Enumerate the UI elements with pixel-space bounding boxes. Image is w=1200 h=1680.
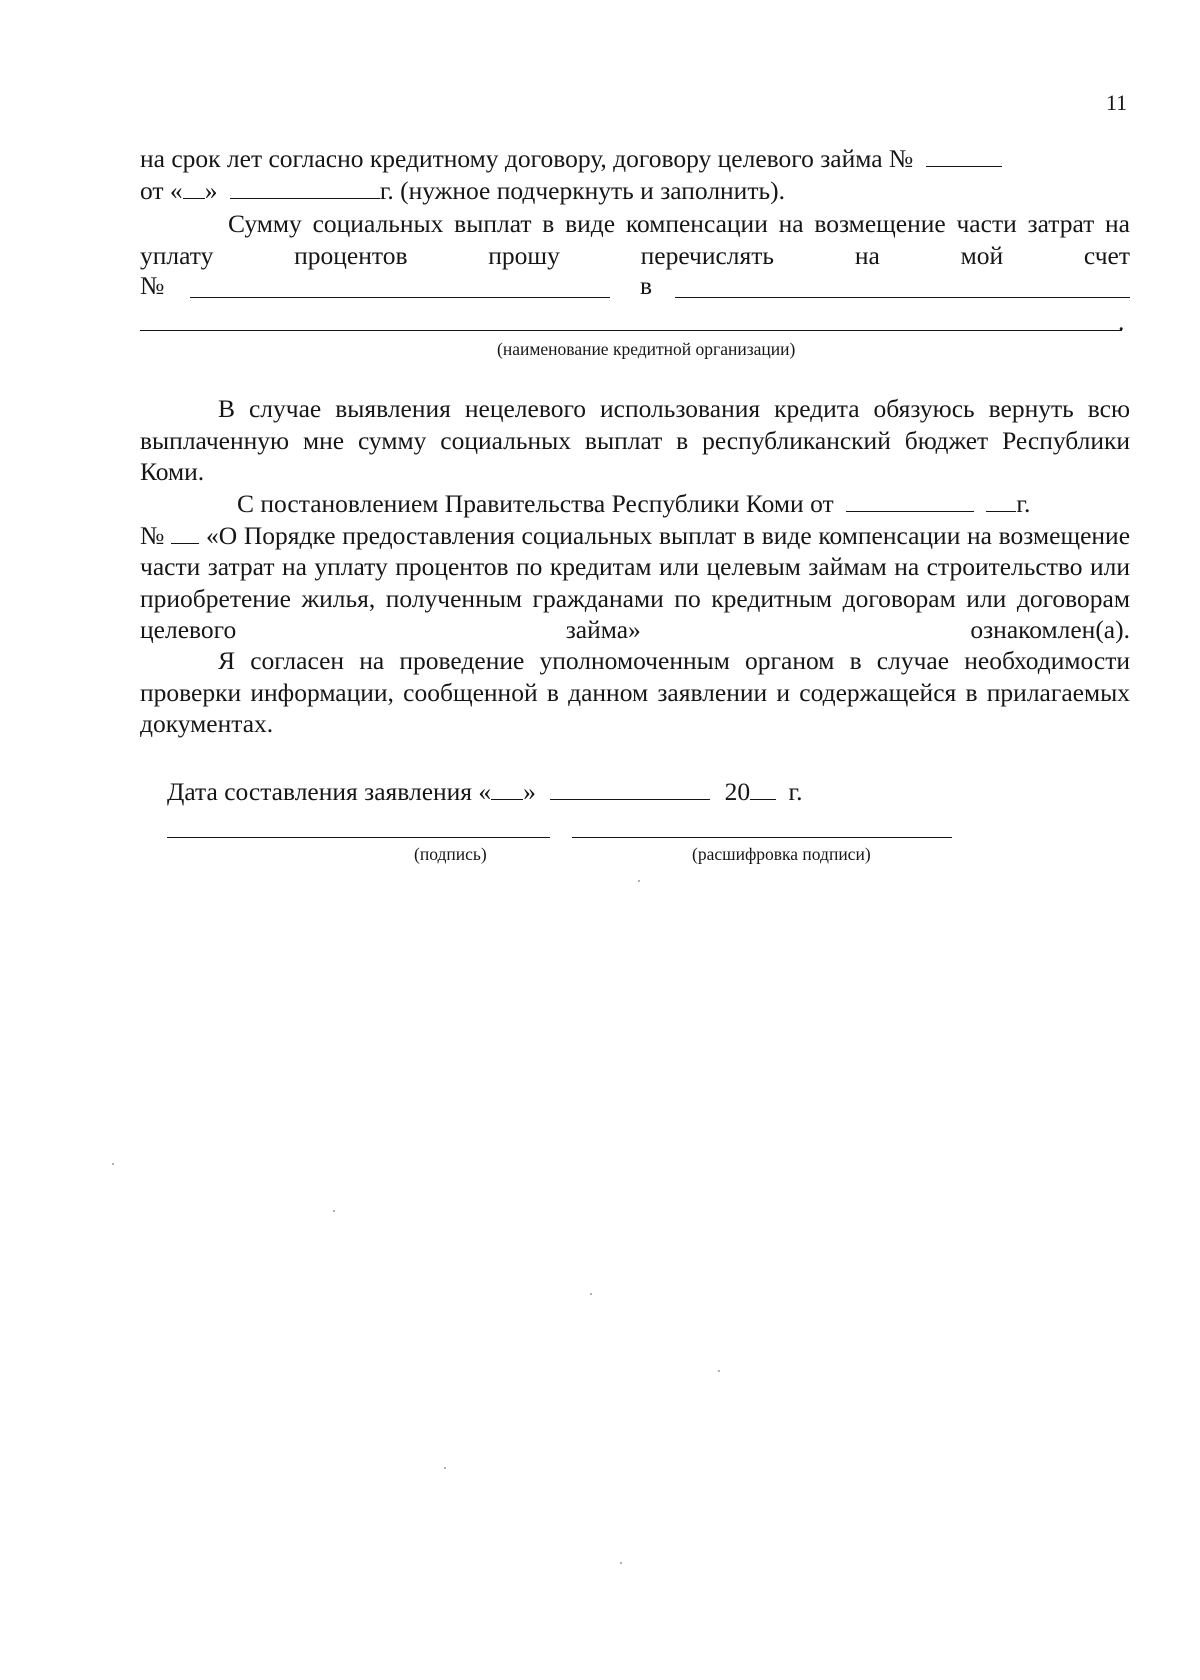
scan-speck bbox=[620, 1562, 622, 1564]
bank-name-blank-2 bbox=[140, 330, 1122, 331]
loan-term-line-2-suffix: г. (нужное подчеркнуть и заполнить). bbox=[379, 175, 785, 205]
loan-contract-number-blank bbox=[926, 143, 1002, 167]
application-day-blank bbox=[491, 776, 523, 800]
bank-caption: (наименование кредитной организации) bbox=[497, 339, 796, 359]
application-year-prefix: 20 bbox=[724, 777, 751, 806]
scan-speck bbox=[638, 880, 640, 882]
date-close-quote: » bbox=[204, 175, 218, 205]
scan-speck bbox=[718, 1370, 720, 1372]
application-year-blank bbox=[750, 776, 776, 800]
loan-day-blank bbox=[183, 175, 205, 199]
application-date-close-quote: » bbox=[523, 777, 536, 806]
application-date-label: Дата составления заявления « bbox=[167, 777, 492, 806]
application-date-line bbox=[167, 776, 1067, 808]
consent-paragraph: Я согласен на проведение уполномоченным органом в случае необходимости проверки информации, сообщенной в данном заявлении и содержащейся в прилагаемых документах. bbox=[140, 646, 1130, 738]
signature-decoding-caption: (расшифровка подписи) bbox=[692, 844, 871, 864]
acknowledgement-line-1 bbox=[140, 488, 1130, 520]
decree-year-blank bbox=[986, 488, 1016, 512]
loan-term-paragraph bbox=[140, 143, 1130, 206]
payment-paragraph: Сумму социальных выплат в виде компенсации на возмещение части затрат на уплату процентов прошу перечислять на мой счет bbox=[140, 209, 1130, 270]
bank-name-blank-1 bbox=[675, 297, 1130, 298]
decree-date-blank bbox=[846, 488, 974, 512]
scan-speck bbox=[444, 1467, 446, 1469]
scan-speck bbox=[333, 1210, 335, 1212]
date-open-quote: от « bbox=[140, 175, 183, 205]
acknowledgement-rest-text: «О Порядке предоставления социальных выплат в виде компенсации на возмещение части затрат на уплату процентов по кредитам или целевым займам на строительство или приобретение жилья, полученным гражданами по кредитным договорам или договорам целевого займа» ознакомлен(а). bbox=[140, 520, 1131, 644]
signature-caption: (подпись) bbox=[414, 844, 487, 864]
account-number-blank bbox=[190, 297, 610, 298]
acknowledgement-paragraph bbox=[140, 488, 1130, 646]
acknowledgement-line-1-text: С постановлением Правительства Республики Коми от bbox=[237, 489, 834, 518]
loan-term-text: на срок лет согласно кредитному договору, договору целевого займа № bbox=[140, 144, 914, 173]
account-number-label: № bbox=[140, 271, 165, 300]
decree-number-blank bbox=[171, 520, 199, 544]
decree-year-suffix: г. bbox=[1016, 489, 1031, 518]
loan-month-blank bbox=[230, 175, 380, 199]
scan-speck bbox=[112, 1163, 114, 1165]
page-number: 11 bbox=[1106, 90, 1128, 115]
loan-term-line-2 bbox=[140, 175, 1130, 207]
loan-term-line-1 bbox=[140, 143, 1130, 175]
signature-blank bbox=[167, 837, 550, 838]
obligation-paragraph: В случае выявления нецелевого использования кредита обязуюсь вернуть всю выплаченную мне сумму социальных выплат в республиканский бюджет Республики Коми. bbox=[140, 394, 1130, 486]
application-month-blank bbox=[550, 776, 710, 800]
scan-speck bbox=[590, 1293, 592, 1295]
bank-line-end-mark: . bbox=[1118, 307, 1125, 336]
decree-number-label: № bbox=[140, 520, 165, 550]
signature-decoding-blank bbox=[572, 837, 952, 838]
acknowledgement-body bbox=[140, 520, 1130, 646]
application-year-suffix: г. bbox=[788, 777, 803, 806]
bank-word: в bbox=[640, 271, 653, 300]
